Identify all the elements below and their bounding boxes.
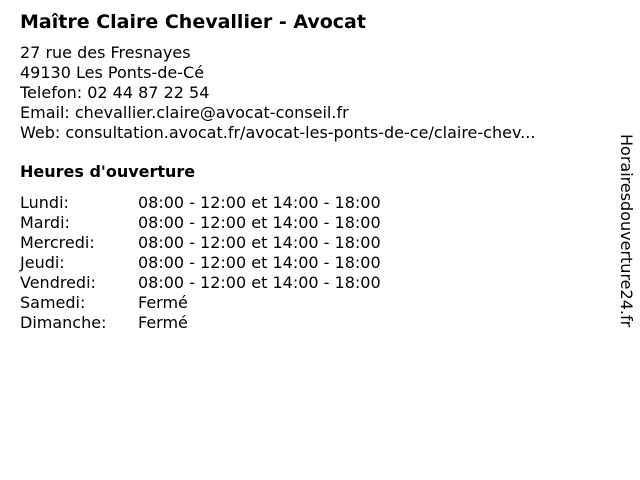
email-line: Email: chevallier.claire@avocat-conseil.fr — [20, 103, 349, 122]
day-label: Vendredi: — [20, 273, 96, 292]
hours-value: 08:00 - 12:00 et 14:00 - 18:00 — [138, 253, 381, 272]
hours-value: Fermé — [138, 313, 188, 332]
site-watermark: Horairesdouverture24.fr — [617, 134, 636, 328]
hours-row-sunday — [20, 313, 600, 333]
day-label: Samedi: — [20, 293, 86, 312]
city-address: 49130 Les Ponts-de-Cé — [20, 63, 205, 82]
day-label: Mercredi: — [20, 233, 95, 252]
hours-table — [20, 193, 600, 333]
hours-row-tuesday — [20, 213, 600, 233]
phone-line: Telefon: 02 44 87 22 54 — [20, 83, 210, 102]
day-label: Lundi: — [20, 193, 69, 212]
hours-row-monday — [20, 193, 600, 213]
hours-row-friday — [20, 273, 600, 293]
hours-value: 08:00 - 12:00 et 14:00 - 18:00 — [138, 233, 381, 252]
hours-row-saturday — [20, 293, 600, 313]
business-title: Maître Claire Chevallier - Avocat — [20, 11, 366, 33]
day-label: Dimanche: — [20, 313, 107, 332]
web-line: Web: consultation.avocat.fr/avocat-les-ponts-de-ce/claire-chev... — [20, 123, 536, 142]
hours-row-thursday — [20, 253, 600, 273]
day-label: Jeudi: — [20, 253, 65, 272]
business-card — [20, 9, 600, 333]
day-label: Mardi: — [20, 213, 70, 232]
hours-value: 08:00 - 12:00 et 14:00 - 18:00 — [138, 273, 381, 292]
hours-row-wednesday — [20, 233, 600, 253]
street-address: 27 rue des Fresnayes — [20, 43, 191, 62]
hours-value: 08:00 - 12:00 et 14:00 - 18:00 — [138, 193, 381, 212]
hours-heading: Heures d'ouverture — [20, 162, 196, 181]
hours-value: 08:00 - 12:00 et 14:00 - 18:00 — [138, 213, 381, 232]
hours-value: Fermé — [138, 293, 188, 312]
